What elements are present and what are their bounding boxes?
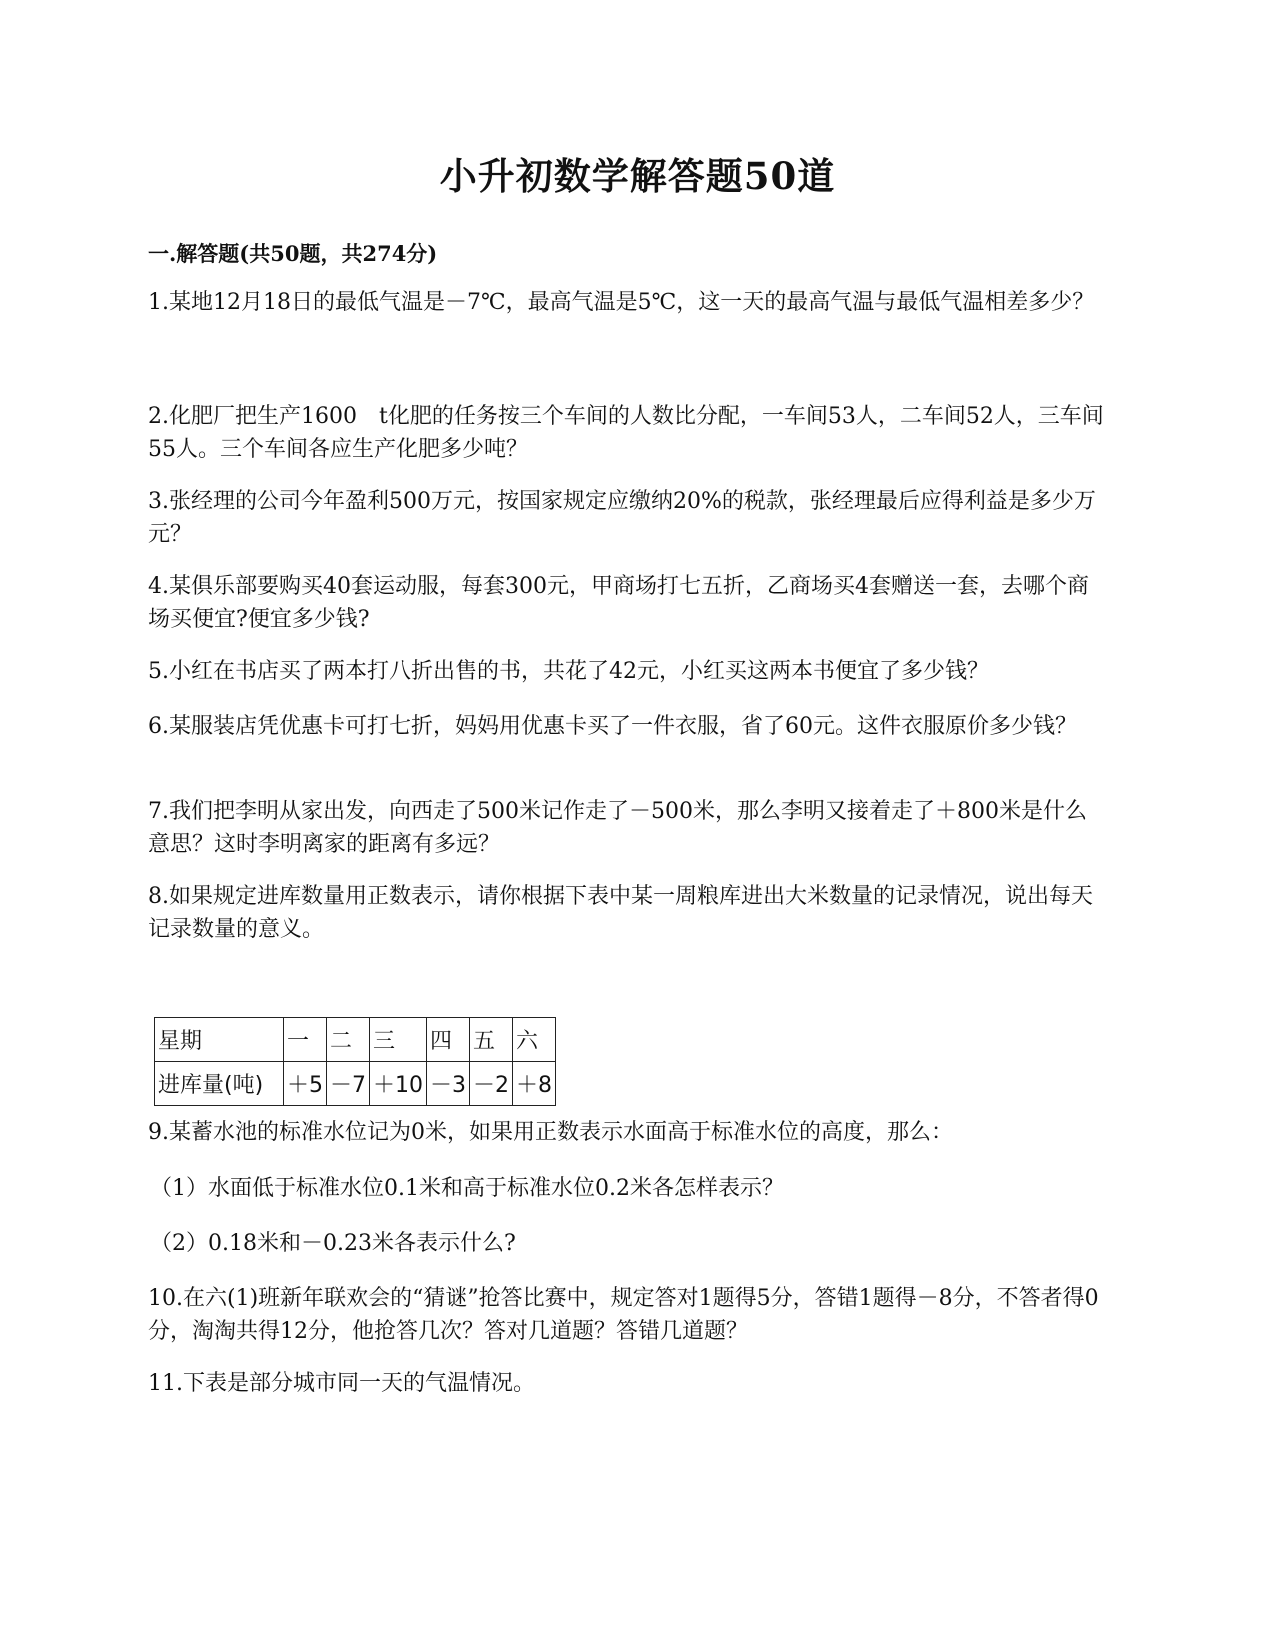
question-7: 7.我们把李明从家出发，向西走了500米记作走了－500米，那么李明又接着走了＋800米是什么意思？这时李明离家的距离有多远？ — [148, 799, 1087, 857]
table-value-cell: ＋10 — [370, 1062, 427, 1106]
question-9: 9.某蓄水池的标准水位记为0米，如果用正数表示水面高于标准水位的高度，那么： — [148, 1120, 953, 1145]
question-5: 5.小红在书店买了两本打八折出售的书，共花了42元，小红买这两本书便宜了多少钱？ — [148, 659, 989, 684]
table-day-cell: 四 — [427, 1018, 470, 1062]
table-day-cell: 五 — [470, 1018, 513, 1062]
page-title: 小升初数学解答题50道 — [439, 154, 836, 198]
question-4: 4.某俱乐部要购买40套运动服，每套300元，甲商场打七五折，乙商场买4套赠送一套，去哪个商场买便宜?便宜多少钱? — [148, 574, 1089, 632]
question-2: 2.化肥厂把生产1600 t化肥的任务按三个车间的人数比分配，一车间53人，二车间52人，三车间55人。三个车间各应生产化肥多少吨？ — [148, 404, 1104, 462]
table-row — [155, 1062, 556, 1106]
table-value-cell: ＋5 — [284, 1062, 327, 1106]
table-day-cell: 六 — [513, 1018, 556, 1062]
table-value-cell: －7 — [327, 1062, 370, 1106]
table-row-label: 进库量(吨) — [155, 1062, 284, 1106]
table-value-cell: ＋8 — [513, 1062, 556, 1106]
table-header-label: 星期 — [155, 1018, 284, 1062]
table-day-cell: 一 — [284, 1018, 327, 1062]
grain-table — [154, 1017, 556, 1106]
table-value-cell: －2 — [470, 1062, 513, 1106]
question-3: 3.张经理的公司今年盈利500万元，按国家规定应缴纳20%的税款，张经理最后应得利益是多少万元？ — [148, 489, 1096, 547]
question-9-sub-1: （1）水面低于标准水位0.1米和高于标准水位0.2米各怎样表示？ — [150, 1176, 784, 1201]
question-1: 1.某地12月18日的最低气温是－7℃，最高气温是5℃，这一天的最高气温与最低气温相差多少？ — [148, 290, 1095, 315]
table-day-cell: 二 — [327, 1018, 370, 1062]
question-8: 8.如果规定进库数量用正数表示，请你根据下表中某一周粮库进出大米数量的记录情况，说出每天记录数量的意义。 — [148, 884, 1093, 942]
question-6: 6.某服装店凭优惠卡可打七折，妈妈用优惠卡买了一件衣服，省了60元。这件衣服原价多少钱？ — [148, 714, 1077, 739]
table-row — [155, 1018, 556, 1062]
section-heading: 一.解答题(共50题，共274分) — [148, 241, 438, 266]
table-value-cell: －3 — [427, 1062, 470, 1106]
question-9-sub-2: （2）0.18米和－0.23米各表示什么? — [150, 1231, 516, 1256]
question-11: 11.下表是部分城市同一天的气温情况。 — [148, 1371, 535, 1396]
table-day-cell: 三 — [370, 1018, 427, 1062]
question-10: 10.在六(1)班新年联欢会的“猜谜”抢答比赛中，规定答对1题得5分，答错1题得－8分，不答者得0分，淘淘共得12分，他抢答几次？答对几道题？答错几道题？ — [148, 1286, 1099, 1344]
